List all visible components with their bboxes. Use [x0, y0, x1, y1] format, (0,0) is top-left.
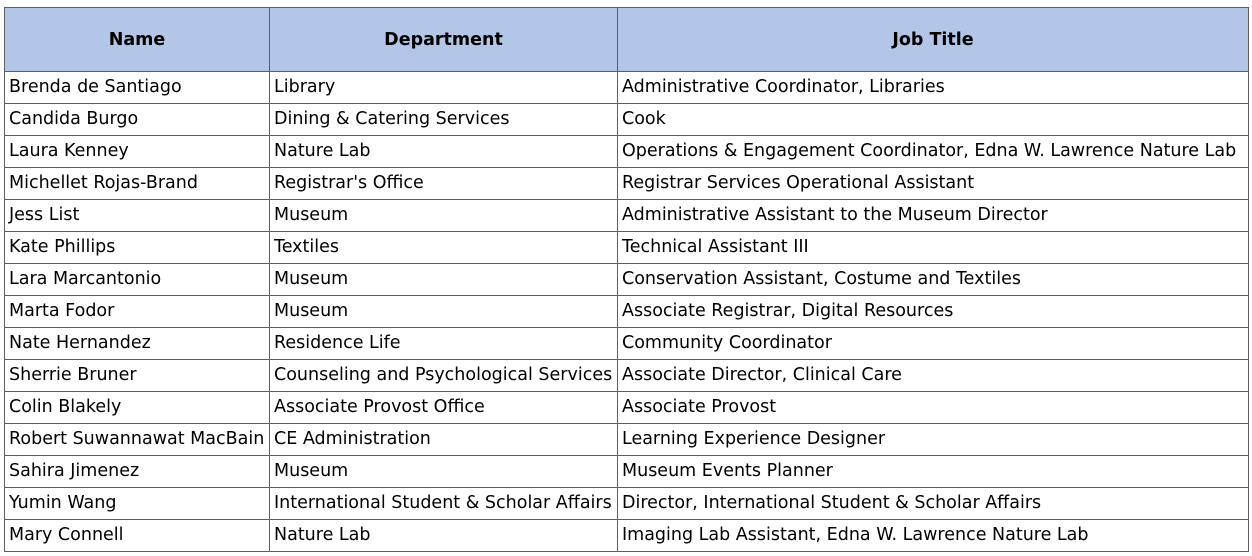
table-row: [5, 424, 1249, 456]
cell-department: International Student & Scholar Affairs: [270, 488, 618, 520]
cell-job-title: Associate Registrar, Digital Resources: [618, 296, 1249, 328]
table-row: [5, 488, 1249, 520]
cell-name: Brenda de Santiago: [5, 72, 270, 104]
header-job-title: Job Title: [618, 8, 1249, 72]
table-row: [5, 360, 1249, 392]
cell-name: Laura Kenney: [5, 136, 270, 168]
cell-name: Lara Marcantonio: [5, 264, 270, 296]
cell-department: Museum: [270, 456, 618, 488]
cell-name: Yumin Wang: [5, 488, 270, 520]
cell-department: Textiles: [270, 232, 618, 264]
cell-department: CE Administration: [270, 424, 618, 456]
header-department: Department: [270, 8, 618, 72]
cell-job-title: Operations & Engagement Coordinator, Edna W. Lawrence Nature Lab: [618, 136, 1249, 168]
table-row: [5, 264, 1249, 296]
cell-job-title: Associate Director, Clinical Care: [618, 360, 1249, 392]
cell-job-title: Imaging Lab Assistant, Edna W. Lawrence Nature Lab: [618, 520, 1249, 552]
table-row: [5, 296, 1249, 328]
cell-name: Sherrie Bruner: [5, 360, 270, 392]
table-body: [5, 72, 1249, 552]
cell-department: Nature Lab: [270, 136, 618, 168]
cell-job-title: Administrative Coordinator, Libraries: [618, 72, 1249, 104]
cell-job-title: Conservation Assistant, Costume and Textiles: [618, 264, 1249, 296]
cell-job-title: Technical Assistant III: [618, 232, 1249, 264]
cell-department: Residence Life: [270, 328, 618, 360]
cell-department: Registrar's Office: [270, 168, 618, 200]
cell-name: Mary Connell: [5, 520, 270, 552]
cell-job-title: Cook: [618, 104, 1249, 136]
cell-job-title: Community Coordinator: [618, 328, 1249, 360]
table-header: [5, 8, 1249, 72]
cell-department: Associate Provost Office: [270, 392, 618, 424]
cell-name: Nate Hernandez: [5, 328, 270, 360]
table-row: [5, 232, 1249, 264]
header-row: [5, 8, 1249, 72]
cell-department: Counseling and Psychological Services: [270, 360, 618, 392]
cell-department: Museum: [270, 296, 618, 328]
table-row: [5, 136, 1249, 168]
cell-name: Michellet Rojas-Brand: [5, 168, 270, 200]
cell-department: Nature Lab: [270, 520, 618, 552]
table-row: [5, 456, 1249, 488]
cell-job-title: Associate Provost: [618, 392, 1249, 424]
cell-department: Museum: [270, 264, 618, 296]
cell-job-title: Administrative Assistant to the Museum Director: [618, 200, 1249, 232]
cell-department: Dining & Catering Services: [270, 104, 618, 136]
table-row: [5, 200, 1249, 232]
cell-department: Library: [270, 72, 618, 104]
cell-job-title: Museum Events Planner: [618, 456, 1249, 488]
table-row: [5, 168, 1249, 200]
table-row: [5, 72, 1249, 104]
table-row: [5, 328, 1249, 360]
cell-name: Kate Phillips: [5, 232, 270, 264]
header-name: Name: [5, 8, 270, 72]
cell-job-title: Learning Experience Designer: [618, 424, 1249, 456]
table-row: [5, 392, 1249, 424]
cell-name: Marta Fodor: [5, 296, 270, 328]
cell-department: Museum: [270, 200, 618, 232]
staff-table: [4, 7, 1249, 552]
table-row: [5, 520, 1249, 552]
cell-name: Jess List: [5, 200, 270, 232]
cell-name: Candida Burgo: [5, 104, 270, 136]
cell-name: Sahira Jimenez: [5, 456, 270, 488]
cell-job-title: Registrar Services Operational Assistant: [618, 168, 1249, 200]
cell-job-title: Director, International Student & Scholar Affairs: [618, 488, 1249, 520]
table-row: [5, 104, 1249, 136]
cell-name: Colin Blakely: [5, 392, 270, 424]
cell-name: Robert Suwannawat MacBain: [5, 424, 270, 456]
